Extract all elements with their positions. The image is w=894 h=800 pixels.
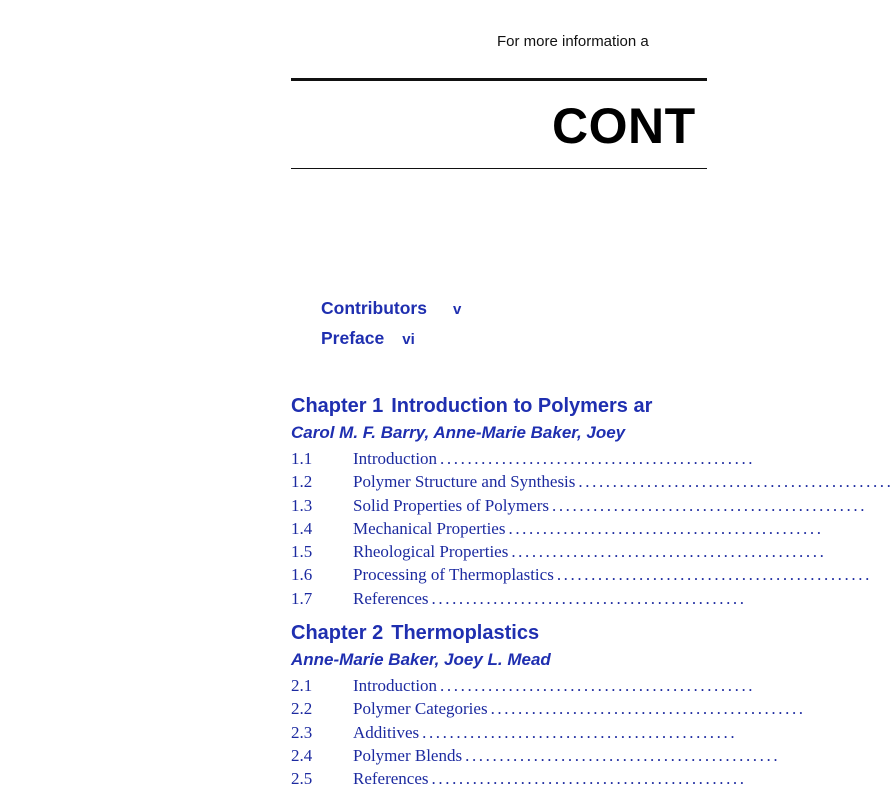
header-note: For more information a — [497, 33, 649, 50]
toc-entry-contributors[interactable] — [321, 298, 461, 319]
dot-leader: .............................................. — [431, 769, 747, 789]
dot-leader: .............................................. — [511, 542, 827, 562]
toc-row[interactable] — [291, 674, 756, 697]
dot-leader: .............................................. — [490, 699, 806, 719]
section-number: 2.3 — [291, 722, 313, 742]
dot-leader: .............................................. — [431, 588, 747, 608]
section-number: 1.4 — [291, 518, 313, 538]
section-title: Additives — [353, 722, 420, 742]
toc-row[interactable] — [291, 721, 738, 744]
section-number: 2.5 — [291, 769, 313, 789]
contents-title: CONT — [552, 98, 696, 154]
section-title: Solid Properties of Polymers — [353, 495, 549, 515]
dot-leader: .............................................. — [440, 449, 756, 468]
toc-row[interactable] — [291, 540, 827, 563]
section-number: 1.6 — [291, 565, 313, 585]
section-number: 1.3 — [291, 495, 313, 515]
chapter-2-sections — [291, 674, 806, 790]
chapter-number: Chapter 2 — [291, 622, 384, 644]
dot-leader: .............................................. — [440, 676, 756, 695]
section-number: 1.1 — [291, 449, 313, 468]
dot-leader: .............................................. — [578, 472, 894, 492]
toc-row[interactable] — [291, 447, 756, 470]
section-number: 1.5 — [291, 542, 313, 562]
section-title: References — [353, 588, 429, 608]
section-number: 1.7 — [291, 588, 313, 608]
toc-entry-preface[interactable] — [321, 328, 415, 349]
chapter-title: Thermoplastics — [391, 622, 540, 644]
section-title: Introduction — [353, 449, 438, 468]
section-number: 2.4 — [291, 745, 313, 765]
front-matter-label: Contributors — [321, 298, 427, 318]
chapter-1-sections — [291, 447, 894, 610]
chapter-number: Chapter 1 — [291, 395, 384, 417]
section-number: 2.1 — [291, 676, 313, 695]
section-title: Polymer Structure and Synthesis — [353, 472, 576, 492]
toc-row[interactable] — [291, 494, 868, 517]
section-title: Polymer Blends — [353, 745, 463, 765]
front-matter-label: Preface — [321, 328, 385, 348]
chapter-1-heading[interactable] — [291, 395, 652, 418]
dot-leader: .............................................. — [465, 745, 781, 765]
toc-row[interactable] — [291, 744, 781, 767]
chapter-2-heading[interactable] — [291, 622, 539, 645]
section-number: 2.2 — [291, 699, 313, 719]
toc-row[interactable] — [291, 587, 747, 610]
top-rule — [291, 78, 707, 81]
bottom-rule — [291, 168, 707, 169]
toc-row[interactable] — [291, 470, 894, 493]
section-number: 1.2 — [291, 472, 313, 492]
chapter-2-authors: Anne-Marie Baker, Joey L. Mead — [291, 650, 551, 669]
toc-row[interactable] — [291, 563, 872, 586]
section-title: Polymer Categories — [353, 699, 488, 719]
toc-row[interactable] — [291, 767, 747, 790]
dot-leader: .............................................. — [551, 495, 868, 515]
section-title: Introduction — [353, 676, 438, 695]
front-matter-page: vi — [402, 331, 415, 348]
section-title: Mechanical Properties — [353, 518, 506, 538]
chapter-title: Introduction to Polymers ar — [391, 395, 653, 417]
section-title: Rheological Properties — [353, 542, 509, 562]
chapter-1-authors: Carol M. F. Barry, Anne-Marie Baker, Joey — [291, 423, 626, 442]
toc-row[interactable] — [291, 697, 806, 720]
front-matter-page: v — [452, 301, 462, 318]
toc-row[interactable] — [291, 517, 824, 540]
section-title: References — [353, 769, 429, 789]
dot-leader: .............................................. — [508, 518, 824, 538]
section-title: Processing of Thermoplastics — [353, 565, 554, 585]
dot-leader: .............................................. — [422, 722, 738, 742]
dot-leader: .............................................. — [556, 565, 872, 585]
